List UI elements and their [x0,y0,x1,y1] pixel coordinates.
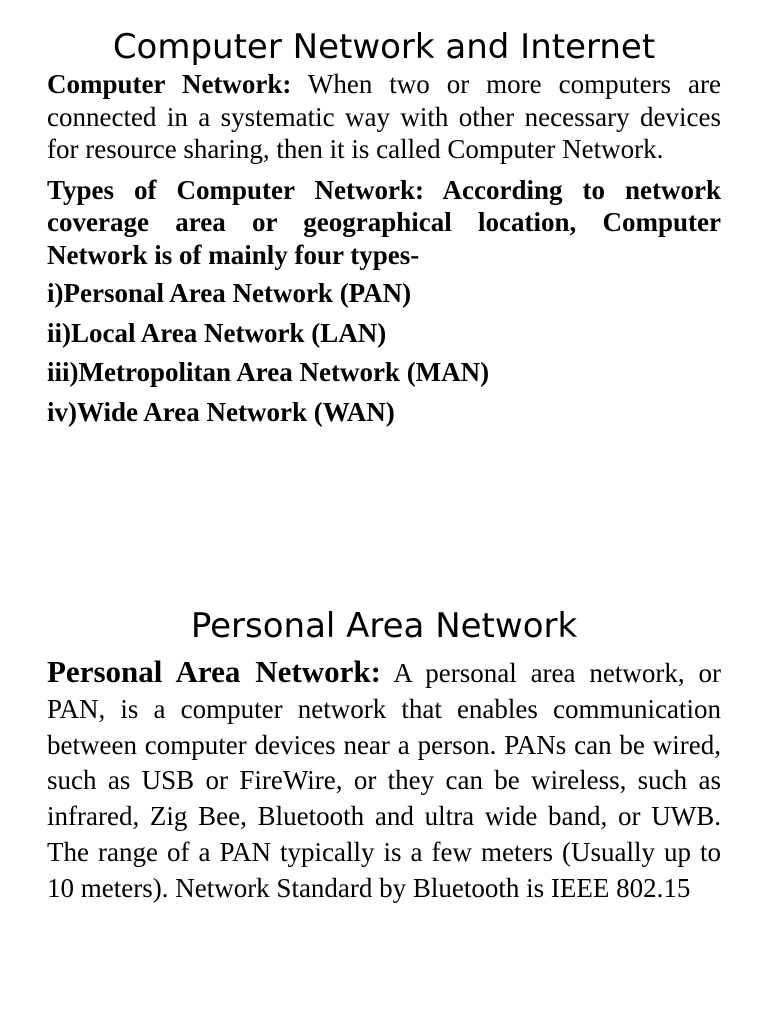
definition-term: Computer Network: [47,69,292,99]
network-types-list [47,277,721,428]
list-item: i)Personal Area Network (PAN) [47,278,412,308]
list-item: iii)Metropolitan Area Network (MAN) [47,357,490,387]
slide-body [47,68,721,428]
pan-paragraph [47,654,721,907]
slide-body [47,654,721,907]
list-item: iv)Wide Area Network (WAN) [47,396,395,427]
slide-title: Computer Network and Internet [112,27,656,67]
slide-personal-area-network [0,590,768,1010]
slide-title: Personal Area Network [190,606,578,646]
pan-lead-term: Personal Area Network: [47,654,381,689]
types-intro: Types of Computer Network: According to network coverage area or geographical location, Computer Network is of mainly four types- [47,174,721,270]
slide-computer-network [0,0,768,500]
pan-body-text: A personal area network, or PAN, is a computer network that enables communication between computer devices near a person. PANs can be wired, such as USB or FireWire, or they can be wireless, such as infrared, Zig Bee, Bluetooth and ultra wide band, or UWB. The range of a PAN typically is a few meters (Usually up to 10 meters). Network Standard by Bluetooth is IEEE 802.15 [47,658,721,903]
definition-text: When two or more computers are connected in a systematic way with other necessary devices for resource sharing, then it is called Computer Network. [47,69,721,164]
definition-paragraph [47,68,721,166]
list-item: ii)Local Area Network (LAN) [47,317,387,348]
